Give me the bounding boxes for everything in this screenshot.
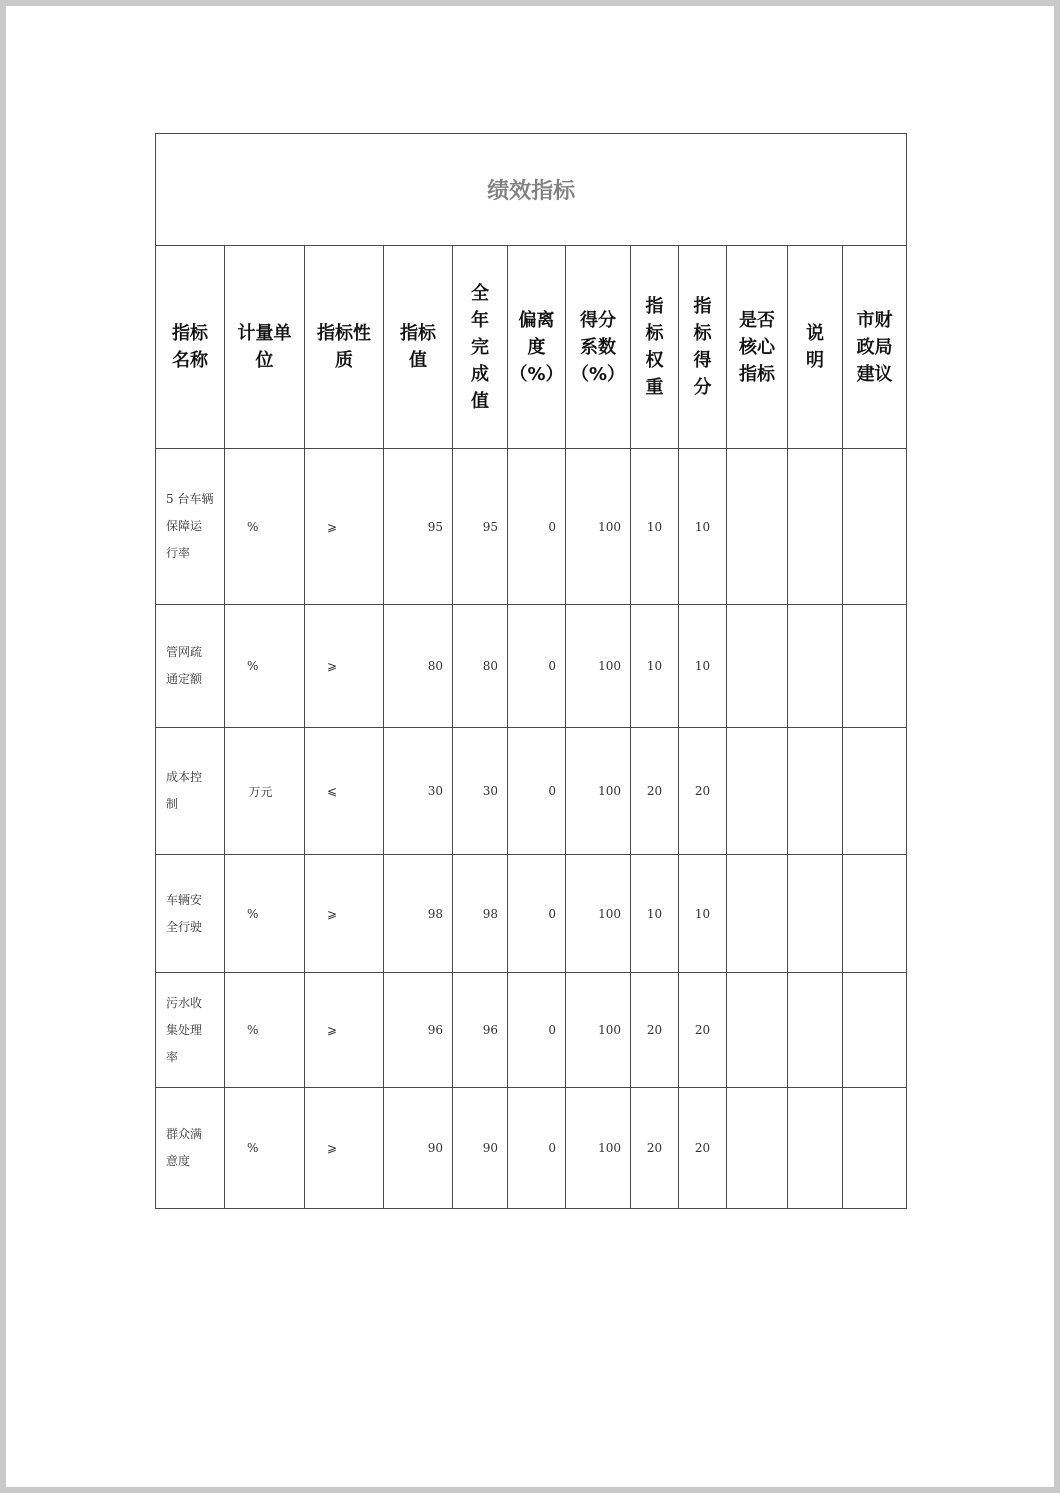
header-text: （%） (509, 363, 564, 385)
coefficient-cell: 100 (566, 973, 631, 1088)
target-value-cell: 98 (384, 855, 453, 973)
header-text: 成 (471, 363, 489, 385)
target-value-cell: 95 (384, 449, 453, 605)
header-text: 度 (527, 336, 546, 358)
indicator-name-text: 车辆安 (166, 892, 203, 907)
header-col-note (788, 246, 843, 449)
header-col-score (679, 246, 727, 449)
weight-cell: 10 (631, 855, 679, 973)
suggestion-cell (843, 973, 907, 1088)
indicator-name-cell (156, 449, 225, 605)
score-cell: 10 (679, 449, 727, 605)
note-cell (788, 855, 843, 973)
coefficient-cell: 100 (566, 605, 631, 728)
note-cell (788, 728, 843, 855)
indicator-name-text: 全行驶 (166, 919, 203, 934)
suggestion-cell (843, 1088, 907, 1209)
score-cell: 20 (679, 1088, 727, 1209)
header-text: 指标 (400, 323, 436, 344)
header-col-coefficient (566, 246, 631, 449)
indicator-name-cell (156, 605, 225, 728)
note-cell (788, 1088, 843, 1209)
deviation-cell: 0 (508, 449, 566, 605)
note-cell (788, 973, 843, 1088)
header-text: 系数 (580, 336, 616, 358)
header-text: 重 (645, 377, 664, 398)
header-text: 指标 (739, 363, 775, 385)
deviation-cell: 0 (508, 1088, 566, 1209)
target-value-cell: 96 (384, 973, 453, 1088)
header-row (156, 246, 907, 449)
suggestion-cell (843, 449, 907, 605)
indicator-name-text: 成本控 (166, 770, 203, 784)
note-cell (788, 449, 843, 605)
header-text: 计量单 (237, 323, 292, 344)
header-col-target (384, 246, 453, 449)
indicator-name-text: 保障运 (166, 519, 203, 533)
core-indicator-cell (727, 728, 788, 855)
table-row (156, 728, 907, 855)
indicator-name-text: 集处理 (166, 1022, 203, 1037)
header-text: 位 (255, 350, 274, 371)
indicator-name-text: 行率 (166, 546, 191, 560)
table-title: 绩效指标 (156, 134, 907, 246)
core-indicator-cell (727, 855, 788, 973)
header-col-actual (453, 246, 508, 449)
performance-indicator-table (155, 133, 907, 1209)
header-col-weight (631, 246, 679, 449)
header-text: 是否 (739, 309, 775, 331)
deviation-cell: 0 (508, 855, 566, 973)
score-cell: 20 (679, 728, 727, 855)
weight-cell: 20 (631, 728, 679, 855)
header-col-suggestion (843, 246, 907, 449)
indicator-name-cell (156, 973, 225, 1088)
unit-cell: % (225, 605, 305, 728)
unit-cell: % (225, 449, 305, 605)
indicator-name-text: 管网疏 (166, 645, 203, 659)
header-text: 年 (471, 309, 489, 331)
score-cell: 10 (679, 855, 727, 973)
table-row (156, 449, 907, 605)
deviation-cell: 0 (508, 973, 566, 1088)
indicator-name-text: 率 (166, 1049, 179, 1064)
indicator-name-text: 制 (166, 797, 179, 811)
indicator-name-text: 污水收 (166, 995, 203, 1010)
target-value-cell: 30 (384, 728, 453, 855)
core-indicator-cell (727, 605, 788, 728)
core-indicator-cell (727, 973, 788, 1088)
actual-value-cell: 95 (453, 449, 508, 605)
nature-cell: ⩾ (305, 973, 384, 1088)
header-text: 完 (471, 336, 489, 358)
weight-cell: 20 (631, 973, 679, 1088)
deviation-cell: 0 (508, 605, 566, 728)
nature-cell: ⩾ (305, 1088, 384, 1209)
header-text: 说 (806, 323, 824, 344)
actual-value-cell: 96 (453, 973, 508, 1088)
suggestion-cell (843, 855, 907, 973)
header-text: 标 (693, 323, 712, 344)
header-text: 标 (645, 323, 664, 344)
table-row (156, 855, 907, 973)
header-text: 权 (645, 350, 664, 371)
actual-value-cell: 80 (453, 605, 508, 728)
indicator-name-text: 群众满 (166, 1127, 203, 1141)
indicator-name-cell (156, 728, 225, 855)
header-text: 分 (693, 377, 712, 398)
coefficient-cell: 100 (566, 728, 631, 855)
nature-cell: ⩾ (305, 605, 384, 728)
header-text: （%） (570, 363, 626, 385)
header-text: 得分 (580, 309, 616, 331)
nature-cell: ⩾ (305, 855, 384, 973)
target-value-cell: 80 (384, 605, 453, 728)
coefficient-cell: 100 (566, 1088, 631, 1209)
actual-value-cell: 30 (453, 728, 508, 855)
coefficient-cell: 100 (566, 449, 631, 605)
suggestion-cell (843, 728, 907, 855)
actual-value-cell: 90 (453, 1088, 508, 1209)
header-text: 指 (693, 296, 712, 317)
header-text: 偏离 (518, 309, 555, 331)
table-row (156, 1088, 907, 1209)
title-row (156, 134, 907, 246)
score-cell: 10 (679, 605, 727, 728)
unit-cell: % (225, 973, 305, 1088)
unit-cell: % (225, 1088, 305, 1209)
note-cell (788, 605, 843, 728)
header-col-deviation (508, 246, 566, 449)
table-row (156, 605, 907, 728)
header-text: 明 (806, 350, 824, 371)
score-cell: 20 (679, 973, 727, 1088)
nature-cell: ⩾ (305, 449, 384, 605)
suggestion-cell (843, 605, 907, 728)
indicator-name-cell (156, 855, 225, 973)
indicator-name-text: 意度 (166, 1154, 191, 1168)
header-text: 值 (409, 350, 427, 371)
indicator-name-text: 5 台车辆 (166, 492, 214, 506)
coefficient-cell: 100 (566, 855, 631, 973)
header-text: 市财 (856, 309, 893, 331)
table-row (156, 973, 907, 1088)
deviation-cell: 0 (508, 728, 566, 855)
header-text: 全 (471, 282, 489, 304)
target-value-cell: 90 (384, 1088, 453, 1209)
header-text: 建议 (856, 363, 893, 385)
actual-value-cell: 98 (453, 855, 508, 973)
document-page (6, 6, 1054, 1487)
unit-cell: % (225, 855, 305, 973)
header-text: 指 (645, 296, 664, 317)
weight-cell: 10 (631, 605, 679, 728)
header-col-name (156, 246, 225, 449)
header-text: 得 (693, 350, 712, 371)
weight-cell: 20 (631, 1088, 679, 1209)
header-text: 指标 (172, 323, 208, 344)
indicator-name-cell (156, 1088, 225, 1209)
core-indicator-cell (727, 449, 788, 605)
header-text: 核心 (739, 336, 775, 358)
unit-cell: 万元 (225, 728, 305, 855)
header-text: 质 (335, 350, 353, 371)
header-col-core (727, 246, 788, 449)
nature-cell: ⩽ (305, 728, 384, 855)
header-text: 政局 (856, 336, 893, 358)
header-col-nature (305, 246, 384, 449)
indicator-name-text: 通定额 (166, 672, 203, 686)
header-col-unit (225, 246, 305, 449)
header-text: 指标性 (317, 323, 371, 344)
header-text: 名称 (172, 350, 208, 371)
weight-cell: 10 (631, 449, 679, 605)
core-indicator-cell (727, 1088, 788, 1209)
header-text: 值 (471, 390, 489, 412)
